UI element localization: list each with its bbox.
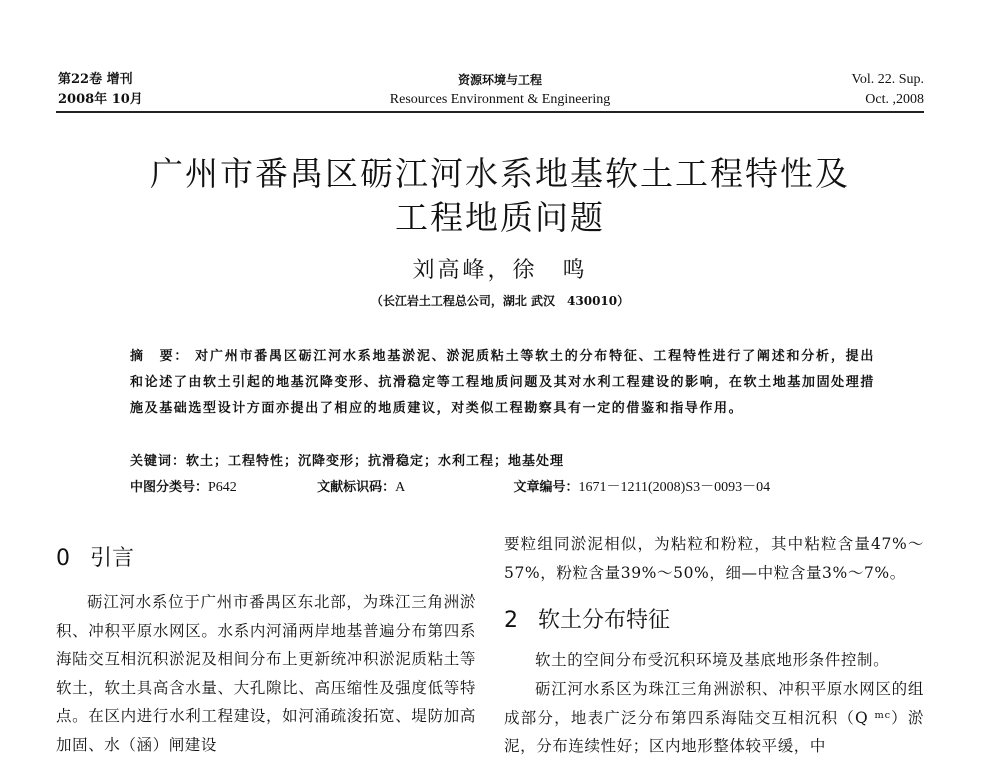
header-volume-info-en	[852, 70, 924, 110]
publication-date-en: Oct. ,2008	[865, 92, 924, 107]
introduction-paragraph: 砺江河水系位于广州市番禺区东北部，为珠江三角洲淤积、冲积平原水网区。水系内河涌两岸地基普遍分布第四系海陆交互相沉积淤泥及相间分布上更新统冲积淤泥质粘土等软土，软土具高含水量、大孔隙比、高压缩性及强度低等特点。在区内进行水利工程建设，如河涌疏浚拓宽、堤防加高加固、水（涵）闸建设	[56, 593, 476, 754]
clc-value: P642	[208, 480, 237, 495]
journal-name-en: Resources Environment & Engineering	[389, 92, 611, 107]
section-heading-soft-soil-distribution	[504, 603, 670, 634]
header-divider	[56, 111, 924, 113]
abstract-text: 对广州市番禺区砺江河水系地基淤泥、淤泥质粘土等软土的分布特征、工程特性进行了阐述和分析，提出和论述了由软土引起的地基沉降变形、抗滑稳定等工程地质问题及其对水利工程建设的影响，在软土地基加固处理措施及基础选型设计方面亦提出了相应的地质建议，对类似工程勘察具有一定的借鉴和指导作用。	[130, 349, 875, 416]
section-number: 0	[56, 546, 70, 571]
paper-title-line2: 工程地质问题	[395, 198, 605, 237]
header-volume-info	[58, 70, 143, 110]
journal-name-cn: 资源环境与工程	[457, 73, 542, 87]
publication-date: 2008年 10月	[58, 92, 143, 107]
article-no-label: 文章编号：	[513, 480, 579, 495]
clc-label: 中图分类号：	[130, 480, 209, 495]
grain-composition-text: 要粒组同淤泥相似，为粘粒和粉粒，其中粘粒含量47%～57%，粉粒含量39%～50%，细—中粒含量3%～7%。	[504, 535, 924, 582]
keywords	[130, 450, 564, 469]
affiliation: （长江岩土工程总公司，湖北 武汉 430010）	[370, 294, 630, 308]
section-title: 软土分布特征	[538, 608, 671, 633]
doc-code-label: 文献标识码：	[317, 480, 396, 495]
section-title: 引言	[90, 546, 135, 571]
distribution-paragraph-1: 软土的空间分布受沉积环境及基底地形条件控制。	[535, 651, 890, 669]
header-journal-name	[350, 70, 650, 110]
paper-title-line1: 广州市番禺区砺江河水系地基软土工程特性及	[150, 154, 850, 193]
section-heading-introduction	[56, 541, 134, 572]
keywords-label: 关键词：	[130, 454, 187, 469]
article-no-value: 1671－1211(2008)S3－0093－04	[578, 480, 771, 495]
volume-issue-en: Vol. 22. Sup.	[851, 72, 924, 87]
keywords-text: 软土；工程特性；沉降变形；抗滑稳定；水利工程；地基处理	[186, 454, 565, 469]
distribution-paragraph-2: 砺江河水系区为珠江三角洲淤积、冲积平原水网区的组成部分，地表广泛分布第四系海陆交互相沉积（Q ᵐᶜ）淤泥，分布连续性好；区内地形整体较平缓，中	[504, 680, 924, 755]
classification-row	[130, 476, 830, 496]
authors: 刘高峰，徐 鸣	[412, 258, 588, 283]
abstract-label: 摘 要：	[130, 349, 190, 364]
section-number: 2	[504, 608, 518, 633]
volume-issue: 第22卷 增刊	[58, 72, 133, 87]
abstract	[130, 344, 875, 422]
doc-code-value: A	[395, 480, 406, 495]
